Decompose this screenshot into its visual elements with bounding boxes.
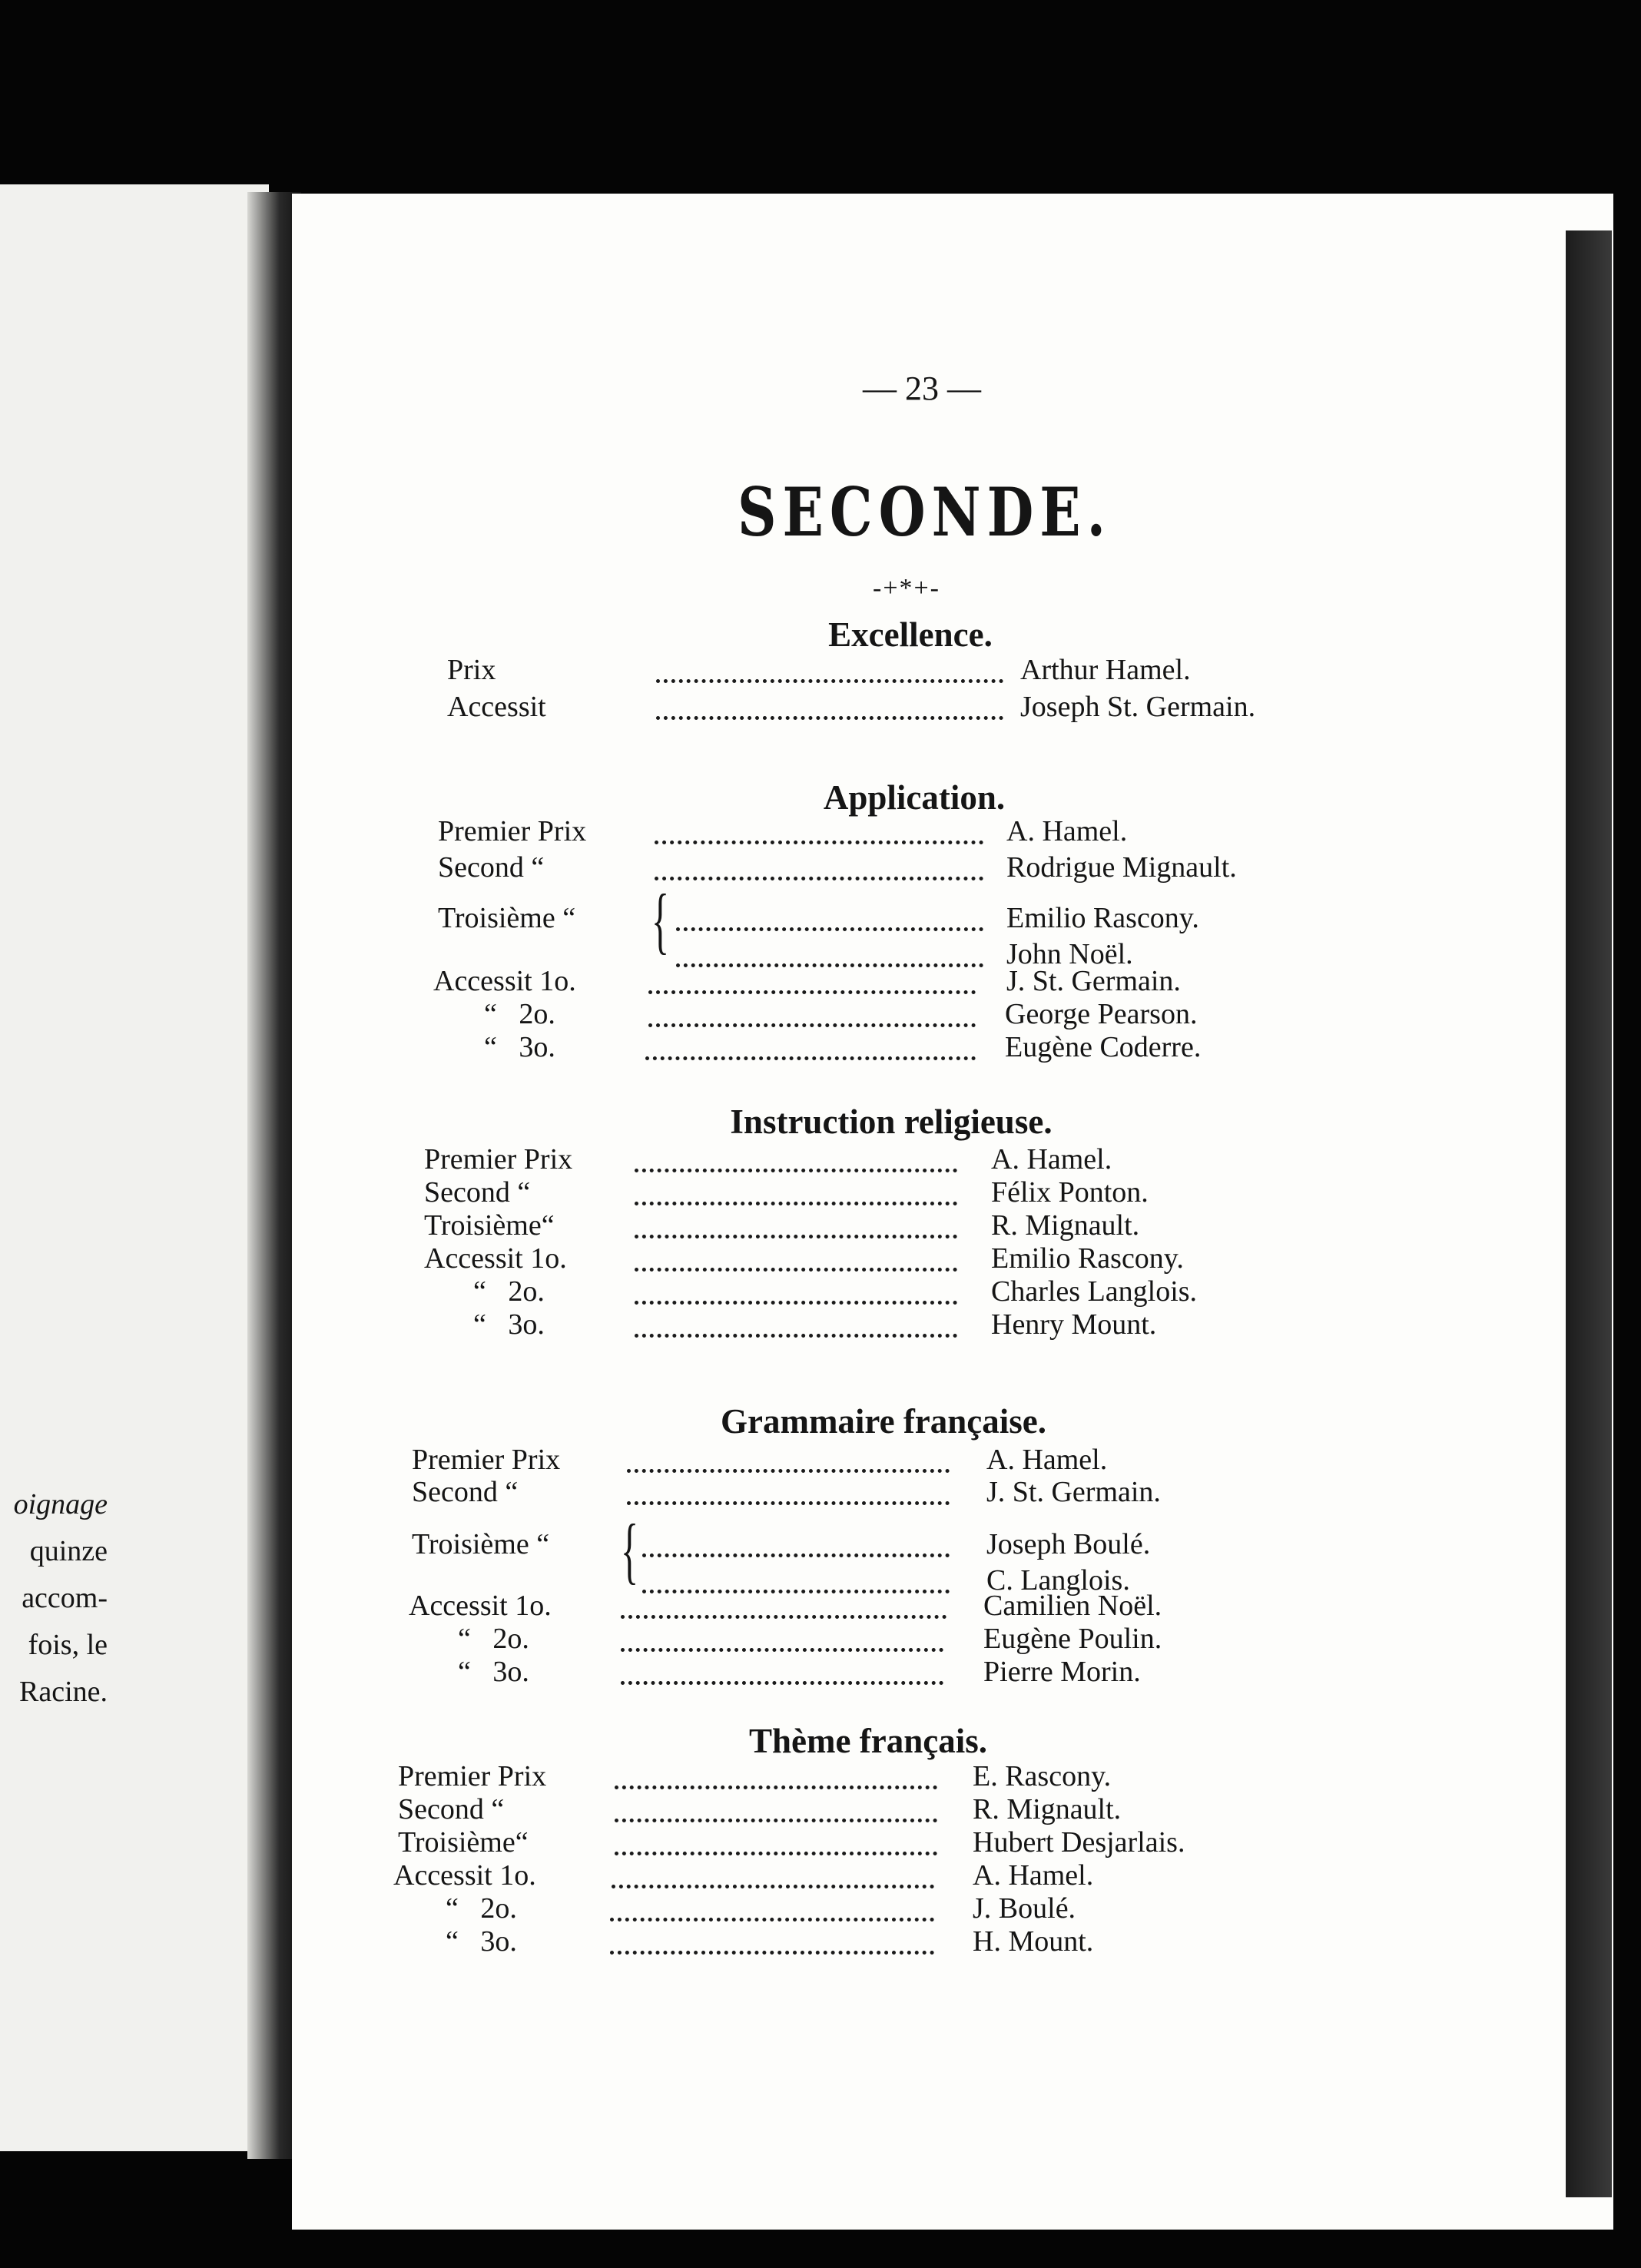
recipient-name: A. Hamel. [1006, 815, 1128, 847]
award-row [458, 1655, 1303, 1692]
recipient-name: A. Hamel. [986, 1444, 1108, 1476]
recipient-name: Emilio Rascony. [991, 1242, 1184, 1275]
leader-dots [656, 701, 1003, 720]
award-label: “ 3o. [458, 1656, 529, 1688]
award-row [398, 1792, 1258, 1829]
leader-dots [627, 1454, 950, 1473]
award-label: “ 2o. [458, 1623, 529, 1655]
leader-dots [656, 664, 1003, 683]
award-row [398, 1759, 1258, 1796]
award-row [409, 1589, 1269, 1626]
award-row [473, 1308, 1318, 1345]
award-label: Premier Prix [412, 1444, 561, 1476]
leader-dots [676, 912, 983, 931]
recipient-name: J. St. Germain. [986, 1476, 1161, 1508]
award-label: Accessit 1o. [409, 1590, 552, 1622]
previous-page-line: quinze [29, 1535, 108, 1567]
award-row [393, 1858, 1254, 1895]
recipient-name: C. Langlois. [986, 1564, 1130, 1597]
class-heading: SECONDE. [738, 472, 1112, 552]
award-row [473, 1275, 1318, 1311]
award-row [438, 901, 1314, 938]
recipient-name: R. Mignault. [991, 1209, 1140, 1242]
leader-dots [621, 1600, 946, 1619]
recipient-name: H. Mount. [973, 1925, 1094, 1958]
leader-dots [612, 1869, 934, 1888]
award-row [412, 1527, 1272, 1564]
award-row [424, 1242, 1285, 1278]
category-title: Application. [823, 778, 1006, 817]
award-label: Premier Prix [424, 1143, 573, 1175]
recipient-name: Hubert Desjarlais. [973, 1826, 1185, 1858]
recipient-name: Rodrigue Mignault. [1006, 851, 1237, 884]
recipient-name: Pierre Morin. [983, 1656, 1141, 1688]
award-row [438, 850, 1314, 887]
leader-dots [655, 825, 983, 844]
recipient-name: Joseph Boulé. [986, 1528, 1151, 1560]
award-label: “ 3o. [484, 1031, 555, 1063]
award-label: “ 3o. [473, 1308, 545, 1341]
award-label: “ 3o. [446, 1925, 517, 1958]
award-row [447, 653, 1323, 690]
recipient-name: Félix Ponton. [991, 1176, 1149, 1209]
recipient-name: A. Hamel. [973, 1859, 1094, 1892]
grouping-brace: { [621, 1509, 639, 1591]
award-row [412, 1443, 1272, 1480]
award-row [438, 814, 1314, 851]
award-label: Troisième“ [398, 1826, 529, 1858]
previous-page-line: fois, le [28, 1629, 108, 1661]
award-label: Second “ [424, 1176, 531, 1209]
leader-dots [648, 1008, 976, 1027]
previous-page-line: oignage [13, 1488, 108, 1520]
award-label: Accessit 1o. [393, 1859, 536, 1892]
award-row [484, 1030, 1329, 1067]
previous-page [0, 184, 269, 2151]
award-row [446, 1925, 1291, 1961]
leader-dots [610, 1935, 934, 1955]
category-title: Excellence. [828, 615, 993, 654]
recipient-name: Emilio Rascony. [1006, 902, 1199, 934]
award-row [433, 964, 1309, 1001]
award-label: Premier Prix [398, 1760, 547, 1792]
recipient-name: George Pearson. [1005, 998, 1198, 1030]
recipient-name: Arthur Hamel. [1020, 654, 1191, 686]
leader-dots [645, 1041, 976, 1060]
recipient-name: A. Hamel. [991, 1143, 1112, 1175]
leader-dots [621, 1666, 943, 1685]
leader-dots [642, 1538, 950, 1557]
recipient-name: Henry Mount. [991, 1308, 1157, 1341]
recipient-name: John Noël. [1006, 938, 1133, 970]
recipient-name: Eugène Poulin. [983, 1623, 1162, 1655]
leader-dots [615, 1803, 937, 1822]
previous-page-text [0, 1481, 108, 1716]
recipient-name: Camilien Noël. [983, 1590, 1162, 1622]
recipient-name: R. Mignault. [973, 1793, 1122, 1825]
leader-dots [635, 1285, 957, 1305]
award-row [424, 1209, 1285, 1245]
award-row [484, 997, 1329, 1034]
award-label: Second “ [438, 851, 545, 884]
award-label: Troisième“ [424, 1209, 555, 1242]
leader-dots [621, 1633, 943, 1652]
category-title: Thème français. [749, 1722, 987, 1760]
award-label: Accessit 1o. [433, 965, 576, 997]
leader-dots [635, 1252, 957, 1272]
previous-page-line: Racine. [18, 1676, 108, 1708]
award-label: “ 2o. [446, 1892, 517, 1925]
award-row [412, 1475, 1272, 1512]
page-number: — 23 — [863, 370, 981, 407]
award-label: Premier Prix [438, 815, 587, 847]
award-row [424, 1175, 1285, 1212]
recipient-name: J. St. Germain. [1006, 965, 1181, 997]
recipient-name: Joseph St. Germain. [1020, 691, 1256, 723]
recipient-name: E. Rascony. [973, 1760, 1112, 1792]
award-label: Troisième “ [438, 902, 576, 934]
leader-dots [610, 1902, 934, 1922]
category-title: Grammaire française. [720, 1402, 1047, 1441]
award-row [458, 1622, 1303, 1659]
leader-dots [635, 1318, 957, 1338]
category-title: Instruction religieuse. [730, 1102, 1053, 1141]
award-label: Accessit [447, 691, 546, 723]
award-label: Troisième “ [412, 1528, 550, 1560]
award-label: “ 2o. [484, 998, 555, 1030]
ornament-divider: -+*+- [873, 574, 940, 602]
award-row [446, 1892, 1291, 1928]
award-label: Second “ [398, 1793, 505, 1825]
leader-dots [635, 1153, 957, 1172]
leader-dots [635, 1219, 957, 1238]
page-edge [1566, 230, 1612, 2197]
previous-page-line: accom- [22, 1582, 108, 1614]
award-row [447, 690, 1323, 727]
award-label: Accessit 1o. [424, 1242, 567, 1275]
recipient-name: Charles Langlois. [991, 1275, 1198, 1308]
leader-dots [615, 1770, 937, 1789]
award-label: “ 2o. [473, 1275, 545, 1308]
leader-dots [655, 861, 983, 880]
recipient-name: Eugène Coderre. [1005, 1031, 1202, 1063]
leader-dots [627, 1486, 950, 1505]
award-label: Prix [447, 654, 496, 686]
award-row [424, 1142, 1285, 1179]
award-row [398, 1825, 1258, 1862]
award-label: Second “ [412, 1476, 519, 1508]
leader-dots [635, 1186, 957, 1205]
recipient-name: J. Boulé. [973, 1892, 1076, 1925]
grouping-brace: { [651, 879, 670, 961]
leader-dots [648, 975, 976, 994]
leader-dots [615, 1836, 937, 1855]
